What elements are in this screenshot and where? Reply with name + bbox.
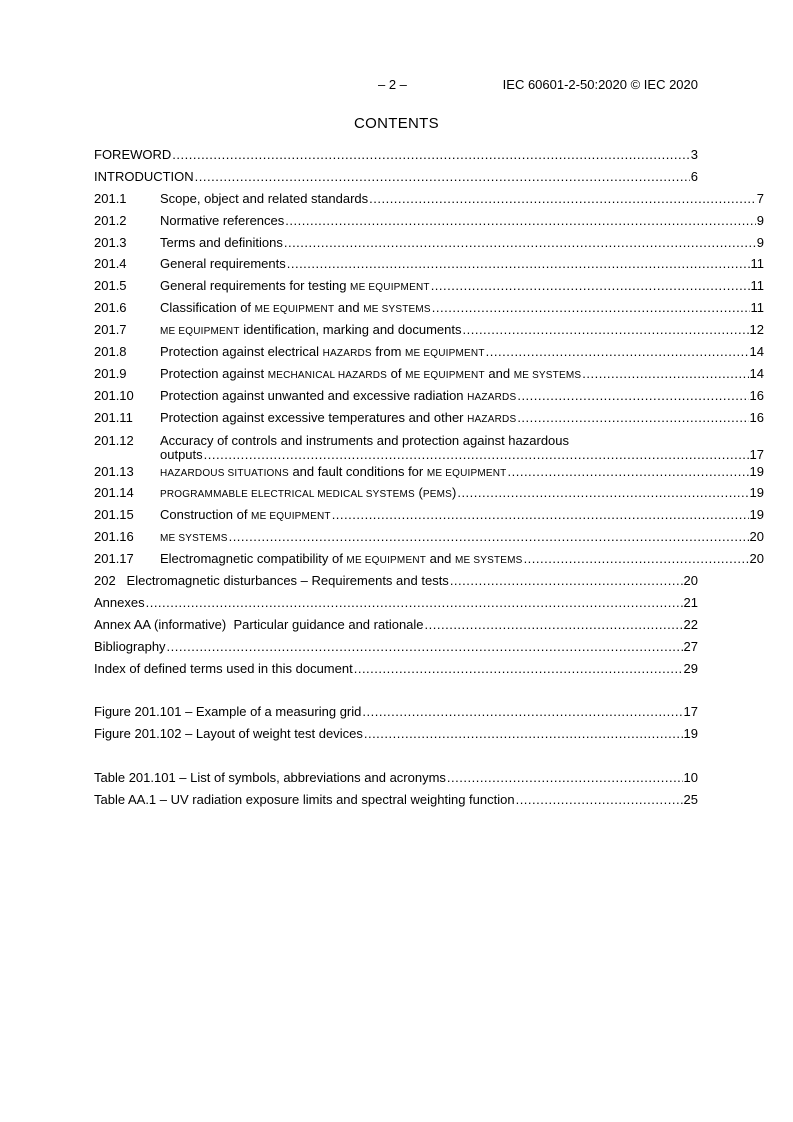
page-header — [0, 77, 793, 93]
toc-entry-page: 22 — [683, 616, 698, 632]
dot-leader — [146, 592, 683, 614]
defined-term: ME EQUIPMENT — [254, 304, 335, 316]
dot-leader — [362, 701, 682, 723]
figure-entry-page: 17 — [683, 704, 698, 720]
toc-entry-number: 201.4 — [94, 256, 127, 272]
toc-entry-text: Bibliography — [94, 638, 166, 654]
toc-entry-number: 201.10 — [94, 387, 134, 403]
figure-entry-text: Figure 201.102 – Layout of weight test devices — [94, 726, 363, 742]
toc-entry-text: 202 Electromagnetic disturbances – Requirements and tests — [94, 573, 449, 589]
toc-entry-number: 201.3 — [94, 234, 127, 250]
toc-entry-text: HAZARDOUS SITUATIONS and fault conditions for ME EQUIPMENT — [160, 463, 507, 479]
defined-term: ME EQUIPMENT — [251, 511, 331, 523]
defined-term: ME SYSTEMS — [363, 304, 431, 316]
toc-entry-number: 201.2 — [94, 212, 127, 228]
toc-entry-number: 201.9 — [94, 365, 127, 381]
dot-leader — [354, 658, 683, 680]
toc-entry-text: Annexes — [94, 594, 145, 610]
dot-leader — [508, 461, 749, 483]
defined-term: HAZARDS — [467, 391, 517, 403]
toc-entry-number: 201.11 — [94, 409, 133, 425]
defined-term: PROGRAMMABLE ELECTRICAL MEDICAL SYSTEMS — [160, 489, 415, 501]
toc-entry-text: Protection against electrical HAZARDS from ME EQUIPMENT — [160, 344, 485, 360]
table-entry-text: Table 201.101 – List of symbols, abbreviations and acronyms — [94, 770, 446, 786]
dot-leader — [229, 526, 749, 548]
defined-term: MECHANICAL HAZARDS — [267, 369, 388, 381]
toc-entry-page: 16 — [749, 387, 764, 403]
toc-entry-page: 6 — [690, 168, 698, 184]
toc-entry-annexes[interactable] — [94, 592, 698, 614]
toc-table-entry[interactable] — [94, 789, 698, 811]
toc-entry-text: FOREWORD — [94, 147, 172, 162]
toc-entry-text: Annex AA (informative) Particular guidance and rationale — [94, 616, 424, 632]
toc-entry-text: Index of defined terms used in this document — [94, 660, 353, 676]
dot-leader — [516, 789, 683, 811]
toc-entry-201-11[interactable] — [94, 407, 764, 429]
toc-entry-number: 201.7 — [94, 322, 127, 338]
toc-entry-text: INTRODUCTION — [94, 168, 194, 184]
toc-entry-201-2[interactable] — [94, 210, 764, 232]
defined-term: ME EQUIPMENT — [346, 555, 427, 567]
toc-entry-text: ME EQUIPMENT identification, marking and documents — [160, 322, 462, 338]
toc-entry-page: 20 — [749, 551, 764, 567]
dot-leader — [517, 407, 748, 429]
toc-entry-text-continued: outputs — [160, 446, 203, 462]
toc-entry-page: 9 — [756, 212, 764, 228]
toc-entry-202[interactable] — [94, 570, 698, 592]
dot-leader — [364, 723, 683, 745]
toc-entry-201-17[interactable] — [94, 548, 764, 570]
toc-table-entry[interactable] — [94, 767, 698, 789]
toc-entry-page: 14 — [749, 365, 764, 381]
defined-term: ME EQUIPMENT — [405, 369, 485, 381]
toc-entry-text: Terms and definitions — [160, 234, 283, 250]
defined-term: HAZARDS — [322, 348, 372, 360]
toc-entry-page: 12 — [749, 322, 764, 338]
toc-entry-text: Protection against MECHANICAL HAZARDS of ME EQUIPMENT and ME SYSTEMS — [160, 365, 582, 381]
defined-term: ME EQUIPMENT — [160, 326, 240, 338]
toc-entry-201-14[interactable] — [94, 482, 764, 504]
dot-leader — [195, 166, 690, 188]
toc-figure-entry[interactable] — [94, 723, 698, 745]
toc-entry-text: Accuracy of controls and instruments and protection against hazardous — [160, 432, 570, 448]
dot-leader — [463, 319, 749, 341]
toc-entry-text — [160, 526, 228, 550]
dot-leader — [167, 636, 683, 658]
toc-entry-page: 17 — [749, 446, 764, 462]
defined-term: ME EQUIPMENT — [426, 467, 507, 479]
defined-term: PEMS — [422, 489, 452, 501]
toc-entry-number: 201.1 — [94, 190, 127, 206]
toc-entry-201-5[interactable] — [94, 275, 764, 297]
toc-entry-page: 19 — [749, 485, 764, 501]
toc-entry-page: 7 — [756, 190, 764, 206]
toc-entry-text: Classification of ME EQUIPMENT and ME SYSTEMS — [160, 300, 431, 316]
dot-leader — [285, 210, 755, 232]
toc-entry-annex-aa[interactable] — [94, 614, 698, 636]
toc-entry-page: 19 — [749, 507, 764, 523]
toc-entry-text: Protection against excessive temperatures and other HAZARDS — [160, 409, 517, 425]
toc-entry-201-16[interactable] — [94, 526, 764, 548]
dot-leader — [431, 275, 750, 297]
toc-entry-201-9[interactable] — [94, 363, 764, 385]
toc-entry-page: 21 — [683, 594, 698, 610]
toc-entry-page: 3 — [690, 147, 698, 162]
toc-entry-text: General requirements — [160, 256, 286, 272]
dot-leader — [284, 232, 756, 254]
toc-entry-number: 201.14 — [94, 485, 134, 501]
defined-term: ME EQUIPMENT — [350, 282, 430, 294]
toc-entry-201-3[interactable] — [94, 232, 764, 254]
toc-entry-foreword[interactable] — [94, 144, 698, 166]
standard-reference: IEC 60601-2-50:2020 © IEC 2020 — [502, 77, 698, 92]
toc-entry-201-10[interactable] — [94, 385, 764, 407]
dot-leader — [450, 570, 683, 592]
dot-leader — [457, 482, 748, 504]
toc-entry-201-8[interactable] — [94, 341, 764, 363]
dot-leader — [332, 504, 749, 526]
toc-entry-page: 11 — [750, 256, 764, 272]
toc-entry-text: Normative references — [160, 212, 285, 228]
toc-entry-text: PROGRAMMABLE ELECTRICAL MEDICAL SYSTEMS (PEMS) — [160, 485, 457, 501]
dot-leader — [369, 188, 756, 210]
toc-entry-page: 11 — [750, 278, 764, 294]
dot-leader — [172, 144, 689, 166]
toc-entry-text: General requirements for testing ME EQUIPMENT — [160, 278, 430, 294]
dot-leader — [486, 341, 749, 363]
toc-entry-page: 14 — [749, 344, 764, 360]
toc-entry-page: 9 — [756, 234, 764, 250]
defined-term: HAZARDS — [467, 413, 517, 425]
toc-entry-201-12[interactable] — [94, 429, 764, 462]
page-title: CONTENTS — [354, 115, 439, 132]
toc-entry-number: 201.6 — [94, 300, 127, 316]
figure-entry-text: Figure 201.101 – Example of a measuring grid — [94, 704, 362, 720]
toc-entry-number: 201.12 — [94, 432, 134, 448]
toc-entry-number: 201.16 — [94, 529, 134, 545]
toc-entry-page: 27 — [683, 638, 698, 654]
toc-entry-page: 20 — [683, 573, 698, 589]
table-of-contents — [94, 144, 764, 811]
toc-entry-number: 201.17 — [94, 551, 134, 567]
dot-leader — [287, 253, 750, 275]
toc-entry-page: 11 — [750, 300, 764, 316]
dot-leader — [447, 767, 683, 789]
figure-entry-page: 19 — [683, 726, 698, 742]
toc-entry-201-6[interactable] — [94, 297, 764, 319]
page-number: – 2 – — [378, 77, 407, 92]
toc-entry-201-1[interactable] — [94, 188, 764, 210]
table-entry-page: 10 — [683, 770, 698, 786]
defined-term: HAZARDOUS SITUATIONS — [160, 467, 289, 479]
toc-entry-page: 19 — [749, 463, 764, 479]
toc-entry-number: 201.5 — [94, 278, 127, 294]
defined-term: ME EQUIPMENT — [405, 348, 485, 360]
dot-leader — [425, 614, 683, 636]
toc-figure-entry[interactable] — [94, 701, 698, 723]
defined-term: ME SYSTEMS — [454, 555, 523, 567]
table-entry-page: 25 — [683, 791, 698, 807]
toc-entry-number: 201.15 — [94, 507, 134, 523]
defined-term: ME SYSTEMS — [513, 369, 582, 381]
toc-entry-201-15[interactable] — [94, 504, 764, 526]
toc-entry-201-4[interactable] — [94, 253, 764, 275]
toc-entry-number: 201.8 — [94, 344, 127, 360]
toc-entry-201-7[interactable] — [94, 319, 764, 341]
toc-entry-text: Electromagnetic compatibility of ME EQUIPMENT and ME SYSTEMS — [160, 551, 523, 567]
table-entry-text: Table AA.1 – UV radiation exposure limits and spectral weighting function — [94, 791, 515, 807]
toc-entry-text: Protection against unwanted and excessive radiation HAZARDS — [160, 387, 517, 403]
toc-entry-introduction[interactable] — [94, 166, 698, 188]
dot-leader — [517, 385, 748, 407]
dot-leader — [432, 297, 750, 319]
dot-leader — [582, 363, 748, 385]
toc-entry-index[interactable] — [94, 658, 698, 680]
toc-entry-number: 201.13 — [94, 463, 134, 479]
toc-entry-text: Scope, object and related standards — [160, 190, 369, 206]
defined-term: ME SYSTEMS — [160, 533, 228, 545]
toc-entry-page: 20 — [749, 529, 764, 545]
toc-entry-201-13[interactable] — [94, 461, 764, 483]
toc-entry-page: 16 — [749, 409, 764, 425]
toc-entry-page: 29 — [683, 660, 698, 676]
dot-leader — [524, 548, 749, 570]
toc-entry-text: Construction of ME EQUIPMENT — [160, 507, 331, 523]
toc-entry-bibliography[interactable] — [94, 636, 698, 658]
